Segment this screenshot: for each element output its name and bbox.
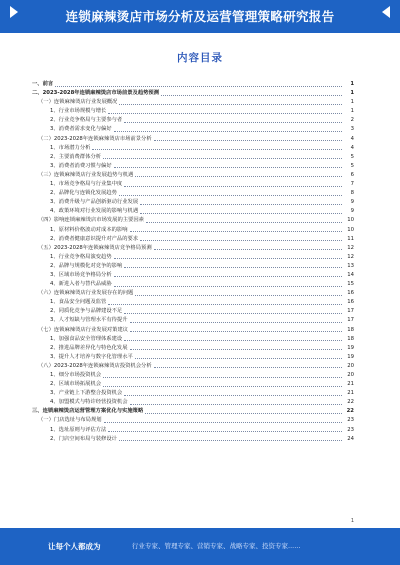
toc-entry-page: 21: [347, 390, 354, 397]
toc-leader-dots: [114, 253, 342, 260]
toc-leader-dots: [140, 207, 342, 214]
toc-entry[interactable]: [32, 171, 354, 180]
toc-entry-title: 2、同质化竞争与品牌建设不足: [50, 308, 123, 315]
toc-leader-dots: [119, 98, 342, 105]
toc-entry-page: 12: [347, 253, 354, 260]
toc-entry-title: 1、市场潜力分析: [50, 144, 91, 151]
toc-leader-dots: [124, 116, 342, 123]
toc-leader-dots: [103, 153, 342, 160]
toc-entry-page: 1: [350, 99, 354, 106]
toc-entry[interactable]: [32, 362, 354, 371]
toc-leader-dots: [114, 125, 342, 132]
toc-heading: 内容目录: [177, 52, 223, 64]
toc-entry[interactable]: [32, 344, 354, 353]
footer-bar: [0, 528, 400, 565]
toc-entry[interactable]: [32, 389, 354, 398]
toc-entry[interactable]: [32, 153, 354, 162]
toc-leader-dots: [119, 189, 342, 196]
toc-entry-title: 1、行业竞争格局演变趋势: [50, 253, 112, 260]
toc-leader-dots: [154, 135, 342, 142]
toc-entry-page: 5: [350, 162, 354, 169]
toc-entry-title: 3、人才短缺与管理水平有待提升: [50, 317, 128, 324]
toc-leader-dots: [108, 107, 342, 114]
toc-entry-page: 12: [347, 244, 354, 251]
toc-leader-dots: [124, 335, 342, 342]
toc-leader-dots: [103, 371, 342, 378]
header-bar: [0, 0, 400, 33]
toc-entry[interactable]: [32, 180, 354, 189]
toc-entry[interactable]: [32, 207, 354, 216]
page-number: 1: [350, 518, 354, 524]
toc-entry-page: 24: [347, 435, 354, 442]
toc-entry-page: 18: [347, 326, 354, 333]
toc-leader-dots: [135, 289, 342, 296]
toc-entry-page: 2: [350, 117, 354, 124]
toc-entry-title: 1、选址原则与评估方法: [50, 426, 107, 433]
toc-entry-title: 1、食品安全问题及监管: [50, 299, 107, 306]
toc-leader-dots: [124, 389, 342, 396]
toc-entry-title: （六）连锁麻辣烫店行业发展存在的问题: [38, 290, 134, 297]
toc-entry[interactable]: [32, 198, 354, 207]
toc-entry-page: 19: [347, 344, 354, 351]
toc-entry-page: 10: [347, 217, 354, 224]
toc-entry-page: 19: [347, 353, 354, 360]
toc-leader-dots: [114, 162, 342, 169]
toc-entry[interactable]: [32, 98, 354, 107]
toc-leader-dots: [130, 344, 342, 351]
toc-entry[interactable]: [32, 216, 354, 225]
toc-entry[interactable]: [32, 144, 354, 153]
toc-entry-page: 13: [347, 262, 354, 269]
toc-entry-title: 4、新进入者与替代品威胁: [50, 281, 112, 288]
toc-entry[interactable]: [32, 262, 354, 271]
toc-entry-title: （七）连锁麻辣烫店行业发展对策建议: [38, 326, 129, 333]
toc-entry[interactable]: [32, 135, 354, 144]
toc-leader-dots: [130, 316, 342, 323]
toc-entry-page: 22: [347, 399, 354, 406]
toc-leader-dots: [124, 262, 342, 269]
toc-entry-page: 10: [347, 226, 354, 233]
toc-entry-title: 一、前言: [32, 81, 54, 87]
toc-entry-page: 8: [350, 190, 354, 197]
toc-leader-dots: [124, 307, 342, 314]
toc-entry-page: 9: [350, 208, 354, 215]
toc-entry-page: 1: [350, 108, 354, 115]
toc-entry[interactable]: [32, 116, 354, 125]
toc-leader-dots: [108, 426, 342, 433]
toc-leader-dots: [119, 435, 342, 442]
toc-entry-title: 3、提升人才培养与数字化管理水平: [50, 353, 133, 360]
toc-entry[interactable]: [32, 407, 354, 416]
toc-entry-page: 6: [350, 171, 354, 178]
toc-entry[interactable]: [32, 371, 354, 380]
toc-entry[interactable]: [32, 235, 354, 244]
toc-entry[interactable]: [32, 226, 354, 235]
toc-leader-dots: [161, 89, 342, 96]
toc-entry[interactable]: [32, 326, 354, 335]
toc-entry[interactable]: [32, 398, 354, 407]
toc-entry-title: 2、门店空间布局与装修设计: [50, 435, 117, 442]
toc-entry-page: 5: [350, 153, 354, 160]
toc-entry-page: 18: [347, 335, 354, 342]
toc-entry[interactable]: [32, 307, 354, 316]
toc-entry-page: 20: [347, 372, 354, 378]
toc-entry-title: （三）连锁麻辣烫店行业发展趋势与机遇: [38, 171, 134, 178]
toc-leader-dots: [145, 407, 342, 414]
toc-leader-dots: [130, 398, 342, 405]
toc-entry[interactable]: [32, 316, 354, 325]
toc-entry-page: 3: [350, 126, 354, 133]
toc-leader-dots: [114, 280, 342, 287]
toc-entry-page: 9: [350, 199, 354, 206]
toc-entry[interactable]: [32, 89, 354, 98]
toc-entry[interactable]: [32, 435, 354, 444]
toc-entry-page: 17: [347, 308, 354, 315]
toc-leader-dots: [114, 271, 342, 278]
toc-entry-title: 2、消费者健康意识提升对产品的要求: [50, 235, 139, 242]
toc-entry[interactable]: [32, 162, 354, 171]
toc-entry-page: 4: [350, 144, 354, 151]
header-right-arrow-icon: [382, 6, 390, 18]
toc-entry-title: 1、原材料价格波动对成本的影响: [50, 226, 128, 233]
toc-leader-dots: [124, 180, 342, 187]
toc-entry-title: 3、消费者需求变化与偏好: [50, 126, 112, 133]
toc-entry-page: 16: [347, 290, 354, 297]
toc-entry-title: （一）连锁麻辣烫店行业发展概况: [38, 99, 118, 106]
toc-entry-page: 21: [347, 381, 354, 388]
toc-entry[interactable]: [32, 125, 354, 134]
toc-leader-dots: [108, 298, 342, 305]
toc-entry-page: 22: [346, 408, 354, 415]
toc-entry[interactable]: [32, 271, 354, 280]
toc-leader-dots: [130, 226, 342, 233]
toc-entry[interactable]: [32, 416, 354, 425]
toc-entry-title: （五）2023-2028年连锁麻辣烫店竞争格局预测: [38, 244, 152, 251]
toc-entry[interactable]: [32, 244, 354, 253]
toc-entry-title: 2、主要消费群体分析: [50, 153, 102, 160]
footer-slogan: 让每个人都成为: [48, 542, 101, 551]
toc-entry-title: 二、2023-2028年连锁麻辣烫店市场前景及趋势预测: [32, 90, 160, 97]
toc-entry-title: （一）门店选址与布局规划: [38, 417, 102, 424]
toc-entry-page: 16: [347, 299, 354, 306]
toc-leader-dots: [103, 380, 342, 387]
toc-leader-dots: [154, 244, 342, 251]
toc-entry-title: （四）影响连锁麻辣烫店市场发展的主要因素: [38, 217, 144, 224]
toc-entry-title: 3、消费者消费习惯与偏好: [50, 162, 112, 169]
document-title: 连锁麻辣烫店市场分析及运营管理策略研究报告: [65, 9, 335, 24]
toc-leader-dots: [154, 362, 342, 369]
toc-entry-page: 1: [350, 81, 354, 87]
toc-leader-dots: [140, 198, 342, 205]
toc-entry-title: （二）2023-2028年连锁麻辣烫店市场前景分析: [38, 135, 152, 142]
toc-entry-title: 1、市场竞争格局与行业集中度: [50, 181, 123, 188]
toc-entry-title: （八）2023-2028年连锁麻辣烫店投资机会分析: [38, 362, 152, 369]
toc-entry[interactable]: [32, 298, 354, 307]
toc-entry-page: 15: [347, 281, 354, 288]
toc-leader-dots: [135, 353, 342, 360]
toc-entry-page: 11: [347, 235, 354, 242]
toc-entry-page: 7: [350, 181, 354, 188]
toc-entry-title: 2、区域市场拓展机会: [50, 381, 102, 388]
toc-entry-page: 14: [347, 271, 354, 278]
toc-leader-dots: [140, 235, 342, 242]
toc-entry[interactable]: [32, 280, 354, 289]
toc-entry[interactable]: [32, 289, 354, 298]
toc-entry[interactable]: [32, 426, 354, 435]
toc-leader-dots: [92, 144, 342, 151]
toc-entry[interactable]: [32, 253, 354, 262]
toc-leader-dots: [130, 326, 342, 333]
toc-entry[interactable]: [32, 80, 354, 89]
footer-tagline: 行业专家、管理专家、营销专家、战略专家、投资专家......: [132, 542, 301, 550]
toc-entry-title: 2、品牌化与连锁化发展趋势: [50, 190, 117, 197]
toc-entry-title: 4、政策环境对行业发展的影响与机遇: [50, 208, 139, 215]
toc-entry-title: 1、加强食品安全管理体系建设: [50, 335, 123, 342]
toc-entry-title: 2、品牌与规模化对竞争的影响: [50, 262, 123, 269]
toc-leader-dots: [55, 80, 342, 87]
toc-entry-title: 3、产业链上下游整合投资机会: [50, 390, 123, 397]
toc-entry-page: 20: [347, 362, 354, 369]
toc-entry-title: 4、加盟模式与特许经营投资机会: [50, 399, 128, 406]
toc-leader-dots: [146, 216, 342, 223]
toc-entry-page: 1: [350, 90, 354, 97]
toc-entry[interactable]: [32, 107, 354, 116]
toc-entry-title: 3、消费升级与产品创新驱动行业发展: [50, 199, 139, 206]
toc-entry-title: 1、行业市场规模与增长: [50, 108, 107, 115]
toc-entry-page: 23: [347, 426, 354, 433]
toc-leader-dots: [104, 416, 342, 423]
toc-entry-title: 三、连锁麻辣烫店运营管理方案优化与实施策略: [32, 408, 144, 415]
toc-entry-title: 2、推进品牌差异化与特色化发展: [50, 344, 128, 351]
toc-entry-title: 1、细分市场投资机会: [50, 372, 102, 378]
toc-entry-page: 17: [347, 317, 354, 324]
toc-entry[interactable]: [32, 353, 354, 362]
toc-entry-title: 3、区域市场竞争格局分析: [50, 271, 112, 278]
toc-entry-title: 2、行业竞争格局与主要参与者: [50, 117, 123, 124]
toc-entry-page: 4: [350, 135, 354, 142]
table-of-contents: [32, 80, 354, 444]
toc-entry[interactable]: [32, 335, 354, 344]
toc-entry[interactable]: [32, 189, 354, 198]
toc-leader-dots: [135, 171, 342, 178]
toc-entry[interactable]: [32, 380, 354, 389]
toc-entry-page: 23: [347, 417, 354, 424]
